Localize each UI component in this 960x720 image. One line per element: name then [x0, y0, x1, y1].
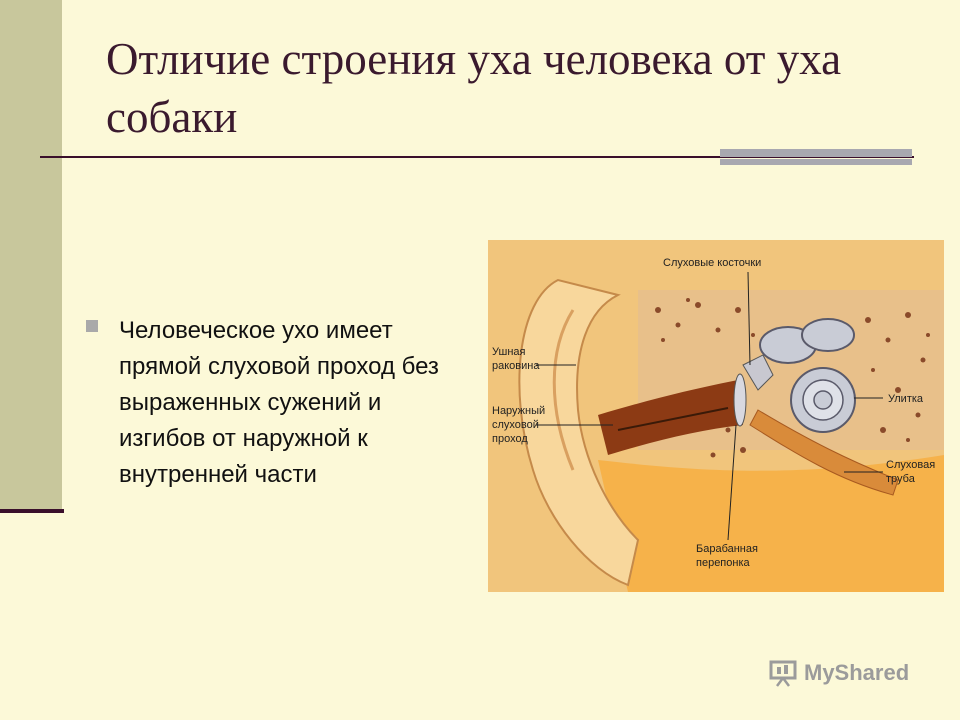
presentation-board-icon: [768, 659, 798, 687]
label-canal-line3: проход: [492, 433, 528, 445]
label-tube-line2: труба: [886, 473, 915, 485]
watermark-text: MyShared: [804, 660, 910, 685]
title-accent-bar: [720, 149, 912, 157]
label-auricle-line1: Ушная: [492, 346, 526, 358]
label-ossicles: Слуховые косточки: [663, 257, 762, 269]
title-accent-bar-lower: [720, 159, 912, 165]
label-tube-line1: Слуховая: [886, 459, 936, 471]
eardrum-shape: [734, 374, 746, 426]
label-auricle-line2: раковина: [492, 360, 540, 372]
ear-anatomy-figure: [488, 240, 944, 592]
ear-anatomy-diagram: [488, 240, 944, 592]
bullet-text: Человеческое ухо имеет прямой слуховой проход без выраженных сужений и изгибов от наружной к внутренней части: [119, 317, 439, 488]
label-eardrum-line2: перепонка: [696, 557, 750, 569]
decorative-side-band: [0, 0, 62, 512]
watermark: [768, 656, 909, 690]
side-band-underline: [0, 509, 64, 513]
label-eardrum-line1: Барабанная: [696, 543, 758, 555]
label-canal-line1: Наружный: [492, 405, 546, 417]
label-canal-line2: слуховой: [492, 419, 539, 431]
label-cochlea: Улитка: [888, 393, 924, 405]
bullet-square-icon: [86, 320, 98, 332]
slide-title: Отличие строения уха человека от уха собаки: [106, 34, 842, 142]
